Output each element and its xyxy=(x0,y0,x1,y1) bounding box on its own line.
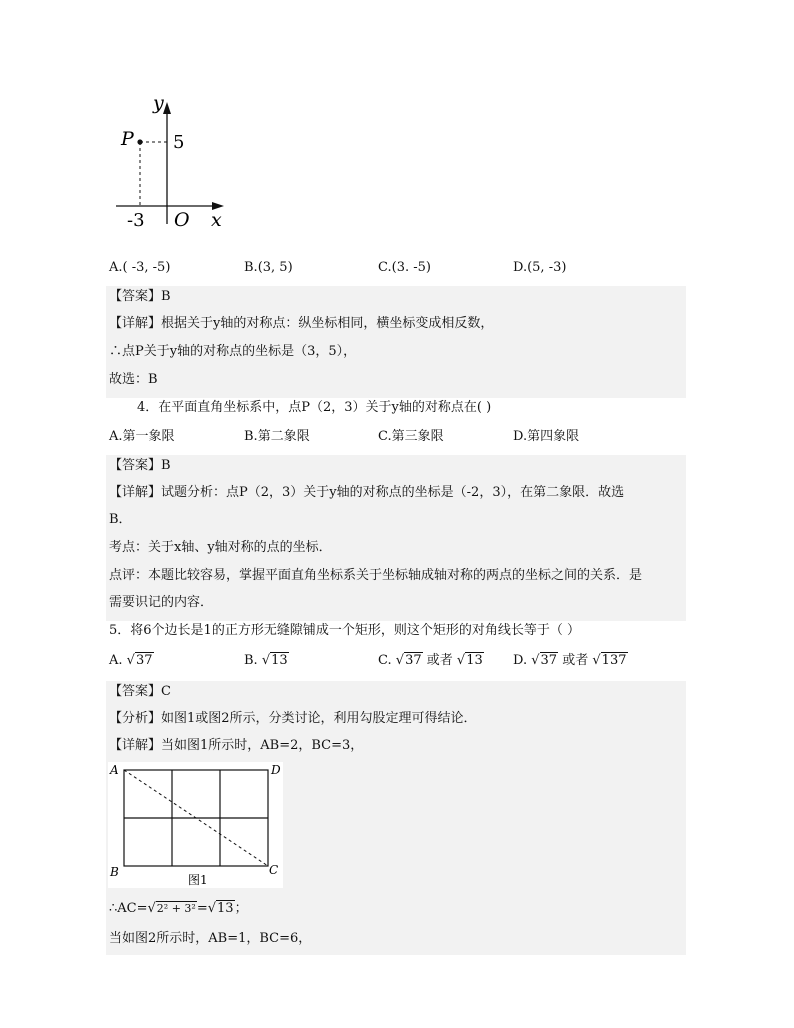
y-axis-label: y xyxy=(153,92,164,114)
q4-detail-cont: B． xyxy=(109,512,132,527)
option-key: C. xyxy=(378,653,392,668)
q5-option-c[interactable] xyxy=(378,650,484,672)
vertex-b-label: B xyxy=(110,865,119,879)
sqrt-expression: √13 xyxy=(207,901,234,916)
option-key: C. xyxy=(378,260,392,275)
q4-option-c[interactable] xyxy=(378,426,444,448)
q3-detail-line xyxy=(109,313,493,335)
option-key: B. xyxy=(244,429,258,444)
q5-option-b[interactable] xyxy=(244,650,289,672)
detail-label: 【详解】 xyxy=(109,738,162,753)
option-key: C. xyxy=(378,429,392,444)
q5-answer-line xyxy=(109,681,171,703)
q4-dianping: 点评：本题比较容易，掌握平面直角坐标系关于坐标轴成轴对称的两点的坐标之间的关系．是 xyxy=(109,568,643,583)
answer-value: C xyxy=(161,684,171,699)
option-text: ( -3, -5) xyxy=(122,260,171,275)
q5-option-d[interactable] xyxy=(513,650,628,672)
q3-option-a[interactable] xyxy=(109,257,170,279)
q4-detail-line xyxy=(109,482,624,504)
q5-detail-line xyxy=(109,735,363,757)
q3-choose-line: 故选：B xyxy=(109,372,158,387)
option-text: 第二象限 xyxy=(257,429,310,444)
answer-label: 【答案】 xyxy=(109,289,162,304)
radicand: 37 xyxy=(135,653,153,668)
radicand: 2² + 3² xyxy=(156,902,196,915)
vertex-a-label: A xyxy=(110,763,119,777)
figure-1 xyxy=(108,762,283,888)
q5-option-a[interactable] xyxy=(109,650,154,672)
sqrt-expression: √137 xyxy=(592,653,627,668)
option-text: (3. -5) xyxy=(391,260,431,275)
y-axis-arrow xyxy=(163,102,171,114)
detail-text: 当如图1所示时，AB=2，BC=3， xyxy=(161,738,364,753)
or-text: 或者 xyxy=(562,653,589,668)
answer-value: B xyxy=(161,458,171,473)
point-p xyxy=(137,139,142,144)
option-key: A. xyxy=(109,429,123,444)
q3-detail-line-2: ∴点P关于y轴的对称点的坐标是（3，5）， xyxy=(109,344,357,359)
q3-option-d[interactable] xyxy=(513,257,566,279)
q5-analysis-line xyxy=(109,708,477,730)
formula-suffix: ； xyxy=(234,901,248,916)
option-key: A. xyxy=(109,653,123,668)
option-text: 第四象限 xyxy=(527,429,580,444)
sqrt-expression: √37 xyxy=(531,653,558,668)
sqrt-expression: √2² + 3² xyxy=(147,901,196,916)
q4-dianping-cont: 需要识记的内容． xyxy=(109,595,214,610)
coordinate-graph xyxy=(108,92,238,237)
point-p-label: P xyxy=(121,128,134,150)
radicand: 37 xyxy=(405,653,422,668)
option-text: (3, 5) xyxy=(257,260,293,275)
origin-label: O xyxy=(174,209,190,231)
vertex-d-label: D xyxy=(271,763,281,777)
q3-answer-line xyxy=(109,286,171,308)
detail-label: 【详解】 xyxy=(109,316,162,331)
q4-option-b[interactable] xyxy=(244,426,310,448)
q3-option-c[interactable] xyxy=(378,257,431,279)
q4-stem: 4．在平面直角坐标系中，点P（2，3）关于y轴的对称点在( ) xyxy=(137,400,492,415)
answer-label: 【答案】 xyxy=(109,458,162,473)
option-text: 第三象限 xyxy=(391,429,444,444)
sqrt-expression: √37 xyxy=(395,653,422,668)
analysis-text: 如图1或图2所示，分类讨论，利用勾股定理可得结论． xyxy=(161,711,477,726)
radicand: 13 xyxy=(466,653,483,668)
answer-value: B xyxy=(161,289,171,304)
option-text: (5, -3) xyxy=(527,260,567,275)
option-key: D. xyxy=(513,260,528,275)
formula-prefix: ∴AC= xyxy=(109,901,148,916)
option-key: D. xyxy=(513,429,528,444)
equals-sign: = xyxy=(196,901,208,916)
detail-label: 【详解】 xyxy=(109,485,162,500)
option-key: D. xyxy=(513,653,528,668)
q3-option-b[interactable] xyxy=(244,257,293,279)
x-axis-label: x xyxy=(211,209,222,231)
q4-option-d[interactable] xyxy=(513,426,579,448)
detail-text: 试题分析：点P（2，3）关于y轴的对称点的坐标是（-2，3），在第二象限．故选 xyxy=(161,485,625,500)
q4-answer-line xyxy=(109,455,171,477)
analysis-label: 【分析】 xyxy=(109,711,162,726)
q4-kaodian: 考点：关于x轴、y轴对称的点的坐标． xyxy=(109,540,332,555)
option-key: A. xyxy=(109,260,123,275)
q5-ac-formula xyxy=(109,898,248,920)
or-text: 或者 xyxy=(426,653,453,668)
x-value-label: -3 xyxy=(127,210,145,231)
q5-case2-line: 当如图2所示时，AB=1，BC=6， xyxy=(109,931,312,946)
sqrt-expression: √13 xyxy=(261,653,288,668)
answer-label: 【答案】 xyxy=(109,684,162,699)
option-key: B. xyxy=(244,260,258,275)
sqrt-expression: √13 xyxy=(456,653,483,668)
figure-background xyxy=(108,762,283,888)
radicand: 13 xyxy=(217,901,234,916)
radicand: 137 xyxy=(601,653,627,668)
q5-stem: 5．将6个边长是1的正方形无缝隙铺成一个矩形，则这个矩形的对角线长等于（ ） xyxy=(109,623,580,638)
sqrt-expression: √37 xyxy=(126,653,153,668)
option-text: 第一象限 xyxy=(122,429,175,444)
y-value-label: 5 xyxy=(173,132,185,153)
figure-caption: 图1 xyxy=(188,873,208,887)
radicand: 37 xyxy=(540,653,558,668)
q4-option-a[interactable] xyxy=(109,426,175,448)
radicand: 13 xyxy=(271,653,288,668)
detail-text: 根据关于y轴的对称点：纵坐标相同，横坐标变成相反数， xyxy=(161,316,494,331)
vertex-c-label: C xyxy=(269,863,279,877)
option-key: B. xyxy=(244,653,258,668)
